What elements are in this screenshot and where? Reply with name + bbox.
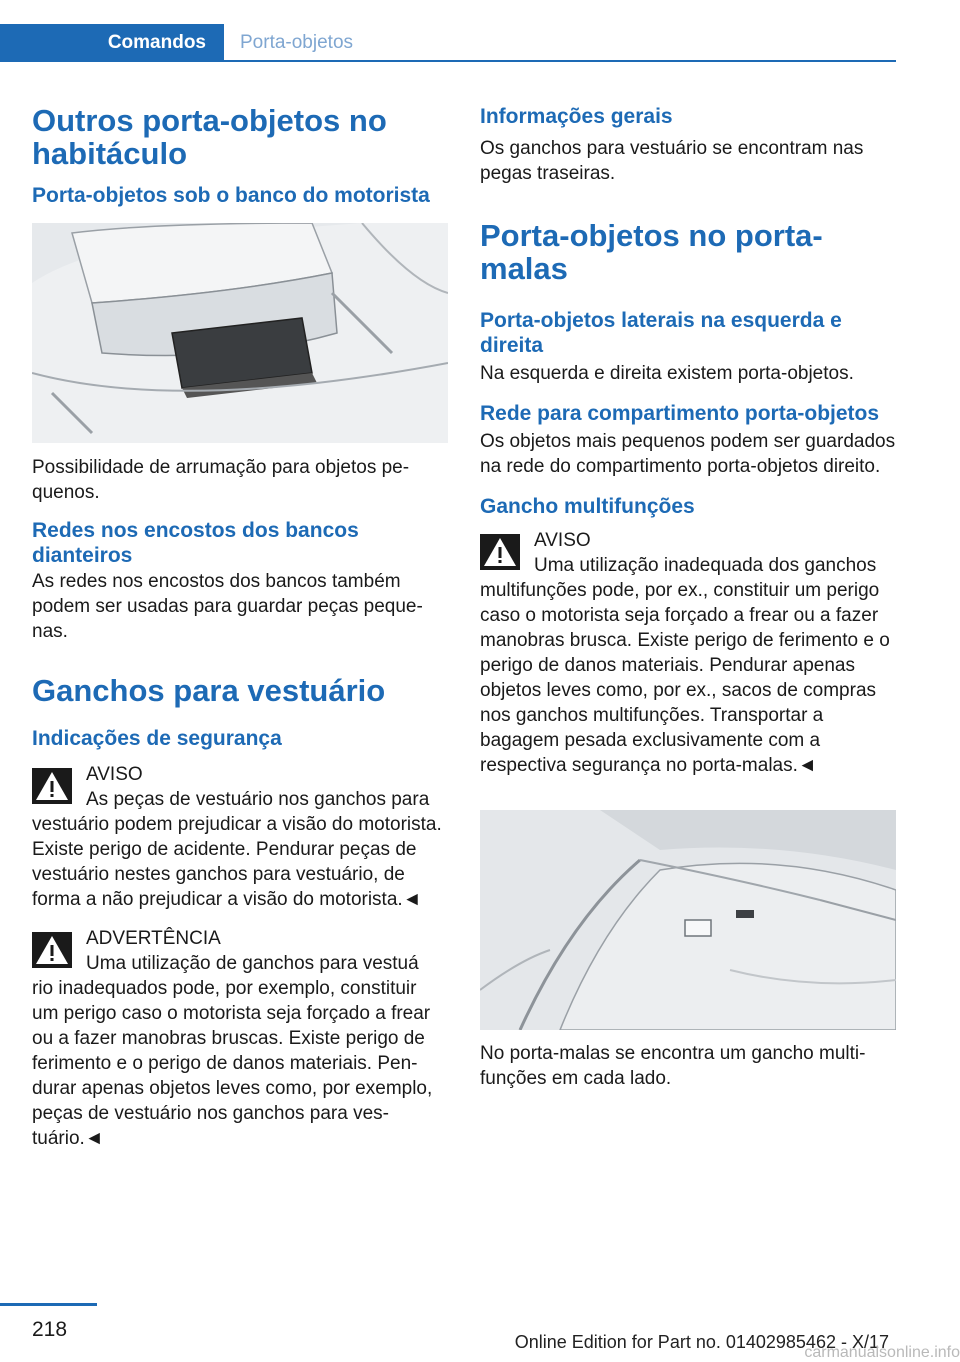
warning-1-text: vestuário podem prejudicar a visão do motorista. Existe perigo de acidente. Pendurar peças de vestuário nestes ganchos para vestuário, de forma a não prejudicar a visão do motorista.◄ [32,814,442,910]
warning-block-2 [32,926,448,1151]
warning-2-text: rio inadequados pode, por exemplo, constituir um perigo caso o motorista seja forçado a frear ou a fazer manobras bruscas. Existe perigo de ferimento e o perigo de danos materiais. Pendurar apenas objetos leves como, por exemplo, peças de vestuário nos ganchos para vestuário.◄ [32,978,433,1149]
warning-2-line1: Uma utilização de ganchos para vestuá [86,953,419,974]
warning-3-text: multifunções pode, por ex., constituir um perigo caso o motorista seja forçado a frear ou a fazer manobras brusca. Existe perigo de ferimento e o perigo de danos materiais. Pendurar apenas objetos leves como, por ex., sacos de compras nos ganchos multifunções. Transportar a bagagem pesada exclusivamente com a respectiva segurança no porta-malas.◄ [480,580,890,776]
trunk-hook-illustration [480,810,896,1030]
warning-block-1 [32,762,448,912]
warning-triangle-icon [32,932,72,968]
heading-other-storage: Outros porta-objetos no habitáculo [32,103,387,171]
warning-triangle-icon [32,768,72,804]
page-number: 218 [32,1318,68,1341]
trunk-hook-figure [480,810,896,1030]
heading-multifunction-hook: Gancho multifunções [480,495,695,518]
storage-net-text: Os objetos mais pequenos podem ser guardados na rede do compartimento porta-objetos direito. [480,431,896,477]
warning-block-3 [480,528,896,778]
subsection-tab: Porta-objetos [240,32,354,53]
heading-side-storage: Porta-objetos laterais na esquerda e direita [480,309,842,357]
heading-trunk-storage: Porta-objetos no porta-malas [480,218,823,286]
warning-1-label: AVISO [86,764,143,785]
watermark: carmanualsonline.info [804,1344,960,1361]
heading-seat-nets: Redes nos encostos dos bancos dianteiros [32,519,359,567]
general-info-text: Os ganchos para vestuário se encontram nas pegas traseiras. [480,138,864,184]
heading-general-info: Informações gerais [480,105,673,128]
under-seat-illustration [32,223,448,443]
header-rule [224,60,896,62]
heading-under-seat: Porta-objetos sob o banco do motorista [32,184,430,207]
side-storage-text: Na esquerda e direita existem porta-objetos. [480,363,854,384]
left-column [32,100,448,1151]
under-seat-figure [32,223,448,443]
heading-storage-net: Rede para compartimento porta-objetos [480,402,880,425]
warning-3-label: AVISO [534,530,591,551]
edition-note: Online Edition for Part no. 01402985462 - X/17 [514,1332,889,1352]
page-header [0,0,960,62]
right-column [480,100,896,1091]
seat-nets-text: As redes nos encostos dos bancos também podem ser usadas para guardar peças pequenas. [32,571,423,642]
warning-1-line1: As peças de vestuário nos ganchos para [86,789,430,810]
footer-rule [0,1303,97,1306]
warning-triangle-icon [480,534,520,570]
warning-3-line1: Uma utilização inadequada dos ganchos [534,555,877,576]
section-tab: Comandos [0,24,224,62]
warning-2-label: ADVERTÊNCIA [86,928,221,949]
heading-safety: Indicações de segurança [32,727,282,750]
trunk-hook-text: No porta-malas se encontra um gancho multifunções em cada lado. [480,1043,866,1089]
under-seat-text: Possibilidade de arrumação para objetos pequenos. [32,457,410,503]
heading-clothes-hooks: Ganchos para vestuário [32,673,386,708]
